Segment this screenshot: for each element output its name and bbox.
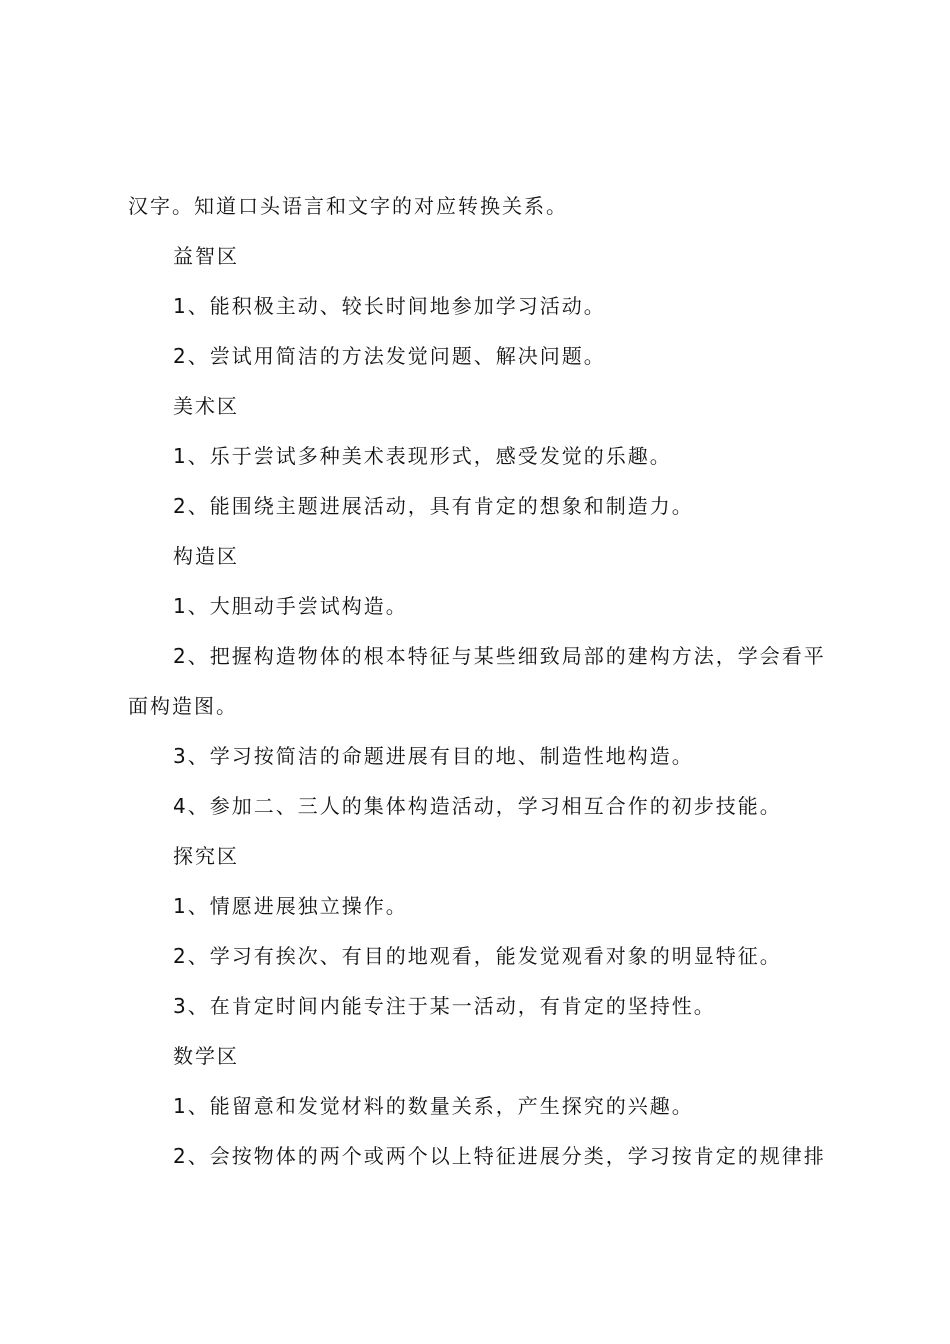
list-item: 2、把握构造物体的根本特征与某些细致局部的建构方法，学会看平 (173, 644, 826, 668)
list-item: 2、尝试用简洁的方法发觉问题、解决问题。 (173, 344, 606, 368)
section-heading-math-area: 数学区 (173, 1044, 239, 1068)
list-item: 3、在肯定时间内能专注于某一活动，有肯定的坚持性。 (173, 994, 716, 1018)
list-item: 1、能留意和发觉材料的数量关系，产生探究的兴趣。 (173, 1094, 694, 1118)
list-item: 4、参加二、三人的集体构造活动，学习相互合作的初步技能。 (173, 794, 782, 818)
list-item: 2、能围绕主题进展活动，具有肯定的想象和制造力。 (173, 494, 694, 518)
list-item-continuation: 面构造图。 (128, 694, 238, 718)
section-heading-art-area: 美术区 (173, 394, 239, 418)
list-item: 1、情愿进展独立操作。 (173, 894, 408, 918)
section-heading-puzzle-area: 益智区 (173, 244, 239, 268)
list-item: 3、学习按简洁的命题进展有目的地、制造性地构造。 (173, 744, 694, 768)
list-item: 1、能积极主动、较长时间地参加学习活动。 (173, 294, 606, 318)
paragraph-continuation: 汉字。知道口头语言和文字的对应转换关系。 (128, 194, 568, 218)
section-heading-exploration-area: 探究区 (173, 844, 239, 868)
list-item: 1、乐于尝试多种美术表现形式，感受发觉的乐趣。 (173, 444, 672, 468)
list-item: 1、大胆动手尝试构造。 (173, 594, 408, 618)
list-item: 2、会按物体的两个或两个以上特征进展分类，学习按肯定的规律排 (173, 1144, 826, 1168)
section-heading-construction-area: 构造区 (173, 544, 239, 568)
list-item: 2、学习有挨次、有目的地观看，能发觉观看对象的明显特征。 (173, 944, 782, 968)
